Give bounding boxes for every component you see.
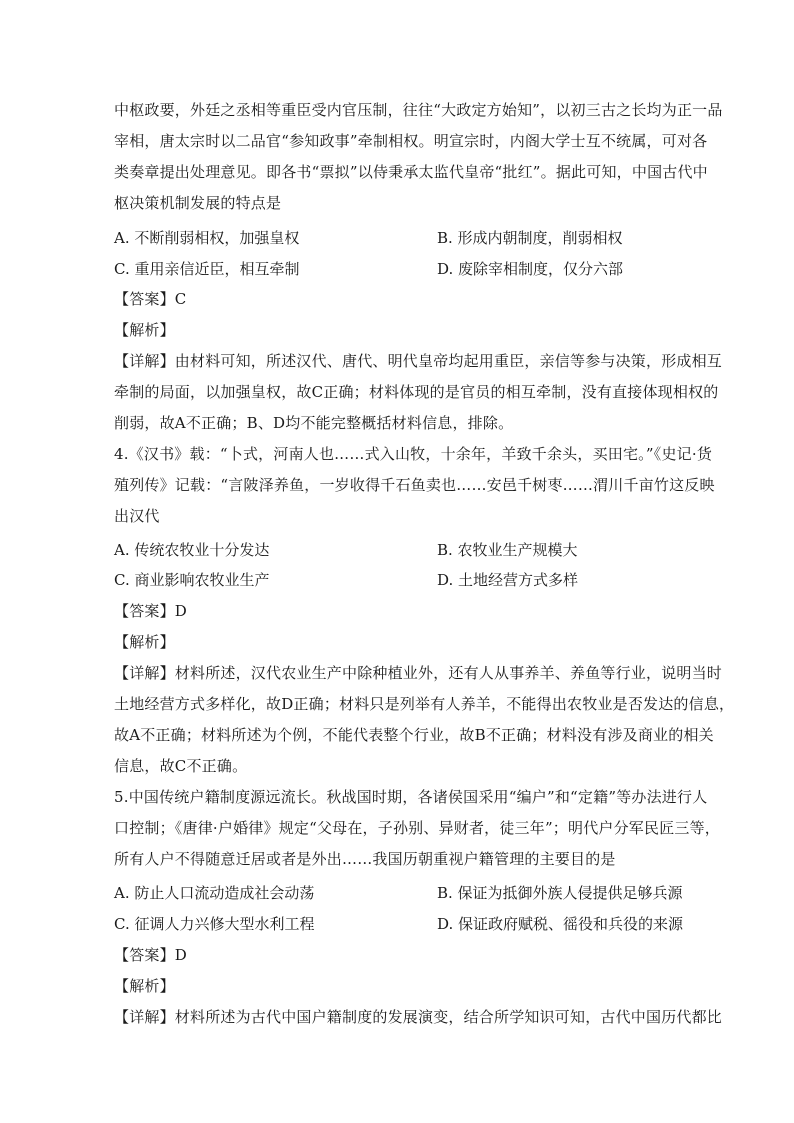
q4-options-row-1	[114, 540, 684, 560]
q5-answer: 【答案】D	[114, 946, 188, 964]
q4-analysis-label: 【解析】	[114, 633, 175, 651]
q4-stem-line-1: 4.《汉书》载：“卜式，河南人也……式入山牧，十余年，羊致千余头，买田宅。”《史记·货	[114, 445, 713, 463]
q5-stem-line-3: 所有人户不得随意迁居或者是外出……我国历朝重视户籍管理的主要目的是	[114, 850, 616, 868]
q5-option-c: C. 征调人力兴修大型水利工程	[114, 915, 315, 933]
q3-stem-line-2: 宰相，唐太宗时以二品官“参知政事”牵制相权。明宣宗时，内阁大学士互不统属，可对各	[114, 132, 708, 150]
q5-stem-line-2: 口控制；《唐律·户婚律》规定“父母在，子孙别、异财者，徒三年”；明代户分军民匠三等，	[114, 819, 721, 837]
q3-option-d: D. 废除宰相制度，仅分六部	[437, 260, 624, 278]
q3-options-row-2	[114, 259, 684, 279]
q5-options-row-2	[114, 914, 684, 934]
q3-detail-line-2: 牵制的局面，以加强皇权，故C正确；材料体现的是官员的相互牵制，没有直接体现相权的	[114, 383, 719, 401]
q4-option-c: C. 商业影响农牧业生产	[114, 571, 270, 589]
q4-stem-line-2: 殖列传》记载：“言陂泽养鱼，一岁收得千石鱼卖也……安邑千树枣……渭川千亩竹这反映	[114, 476, 715, 494]
q3-option-a: A. 不断削弱相权，加强皇权	[114, 229, 300, 247]
q5-option-a: A. 防止人口流动造成社会动荡	[114, 884, 315, 902]
q3-stem-line-4: 枢决策机制发展的特点是	[114, 194, 282, 212]
q5-options-row-1	[114, 883, 684, 903]
q5-option-b: B. 保证为抵御外族人侵提供足够兵源	[437, 884, 683, 902]
q3-option-c: C. 重用亲信近臣，相互牵制	[114, 260, 300, 278]
q4-detail-line-1: 【详解】材料所述，汉代农业生产中除种植业外，还有人从事养羊、养鱼等行业，说明当时	[114, 664, 723, 682]
q3-detail-line-3: 削弱，故A不正确；B、D均不能完整概括材料信息，排除。	[114, 414, 514, 432]
q5-analysis-label: 【解析】	[114, 977, 175, 995]
q4-answer: 【答案】D	[114, 602, 188, 620]
q3-stem-line-3: 类奏章提出处理意见。即各书“票拟”以侍秉承太监代皇帝“批红”。据此可知，中国古代中	[114, 163, 708, 181]
q3-options-row-1	[114, 228, 684, 248]
q3-option-b: B. 形成内朝制度，削弱相权	[437, 229, 623, 247]
q4-detail-line-3: 故A不正确；材料所述为个例，不能代表整个行业，故B不正确；材料没有涉及商业的相关	[114, 726, 714, 744]
q3-stem-line-1: 中枢政要，外廷之丞相等重臣受内官压制，往往“大政定方始知”，以初三古之长均为正一品	[114, 101, 723, 119]
q5-detail-line-1: 【详解】材料所述为古代中国户籍制度的发展演变，结合所学知识可知，古代中国历代都比	[114, 1008, 723, 1026]
q5-stem-line-1: 5.中国传统户籍制度源远流长。秋战国时期，各诸侯国采用“编户”和“定籍”等办法进行人	[114, 788, 708, 806]
q3-detail-line-1: 【详解】由材料可知，所述汉代、唐代、明代皇帝均起用重臣，亲信等参与决策，形成相互	[114, 352, 723, 370]
q4-stem-line-3: 出汉代	[114, 507, 160, 525]
q4-options-row-2	[114, 570, 684, 590]
q3-analysis-label: 【解析】	[114, 321, 175, 339]
q4-option-d: D. 土地经营方式多样	[437, 571, 579, 589]
q4-option-b: B. 农牧业生产规模大	[437, 541, 578, 559]
q3-answer: 【答案】C	[114, 290, 187, 308]
q5-option-d: D. 保证政府赋税、徭役和兵役的来源	[437, 915, 684, 933]
q4-detail-line-2: 土地经营方式多样化，故D正确；材料只是列举有人养羊，不能得出农牧业是否发达的信息，	[114, 695, 735, 713]
q4-option-a: A. 传统农牧业十分发达	[114, 541, 270, 559]
q4-detail-line-4: 信息，故C不正确。	[114, 757, 248, 775]
